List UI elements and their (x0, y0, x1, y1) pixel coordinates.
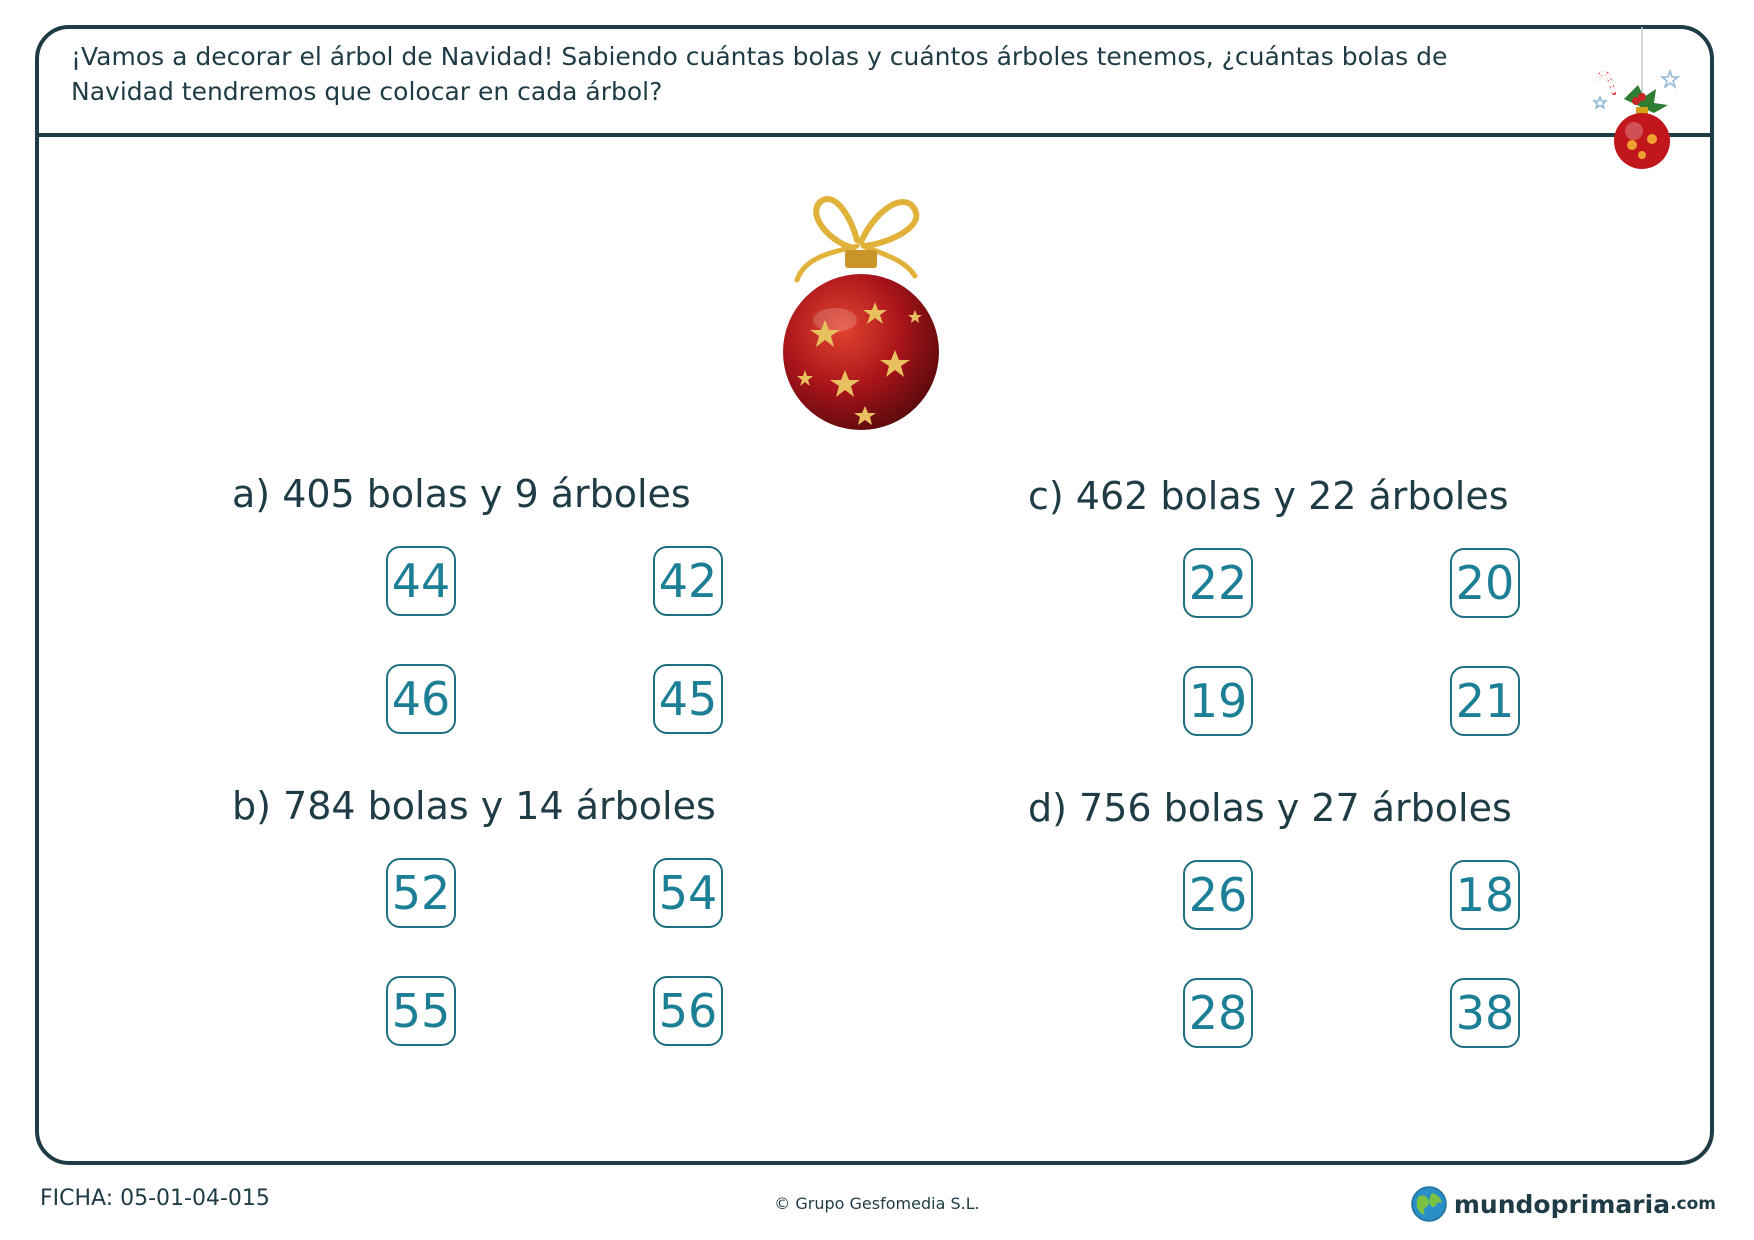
problem-c-label: c) 462 bolas y 22 árboles (1028, 474, 1509, 518)
answer-option-b-1[interactable]: 52 (386, 858, 456, 928)
globe-icon (1410, 1185, 1448, 1223)
christmas-ornament-icon (765, 170, 955, 450)
answer-option-d-4[interactable]: 38 (1450, 978, 1520, 1048)
answer-option-a-3[interactable]: 46 (386, 664, 456, 734)
logo-domain: .com (1670, 1194, 1716, 1214)
corner-ornament-icon (1580, 27, 1690, 177)
problem-b-label: b) 784 bolas y 14 árboles (232, 784, 716, 828)
site-logo[interactable] (1410, 1184, 1716, 1224)
answer-option-b-4[interactable]: 56 (653, 976, 723, 1046)
answer-option-c-4[interactable]: 21 (1450, 666, 1520, 736)
answer-option-a-1[interactable]: 44 (386, 546, 456, 616)
answer-option-d-3[interactable]: 28 (1183, 978, 1253, 1048)
instructions-text: ¡Vamos a decorar el árbol de Navidad! Sabiendo cuántas bolas y cuántos árboles tenemos, ¿cuántas bolas de Navidad tendremos que colocar en cada árbol? (71, 42, 1448, 106)
answer-option-d-1[interactable]: 26 (1183, 860, 1253, 930)
answer-option-b-3[interactable]: 55 (386, 976, 456, 1046)
answer-option-c-3[interactable]: 19 (1183, 666, 1253, 736)
problem-d-label: d) 756 bolas y 27 árboles (1028, 786, 1512, 830)
answer-option-d-2[interactable]: 18 (1450, 860, 1520, 930)
instructions-header (39, 29, 1710, 137)
logo-text: mundoprimaria (1453, 1189, 1671, 1219)
problem-a-label: a) 405 bolas y 9 árboles (232, 472, 691, 516)
answer-option-c-2[interactable]: 20 (1450, 548, 1520, 618)
copyright-notice: © Grupo Gesfomedia S.L. (774, 1194, 980, 1213)
answer-option-a-2[interactable]: 42 (653, 546, 723, 616)
answer-option-b-2[interactable]: 54 (653, 858, 723, 928)
worksheet-code: FICHA: 05-01-04-015 (40, 1186, 270, 1211)
answer-option-c-1[interactable]: 22 (1183, 548, 1253, 618)
answer-option-a-4[interactable]: 45 (653, 664, 723, 734)
